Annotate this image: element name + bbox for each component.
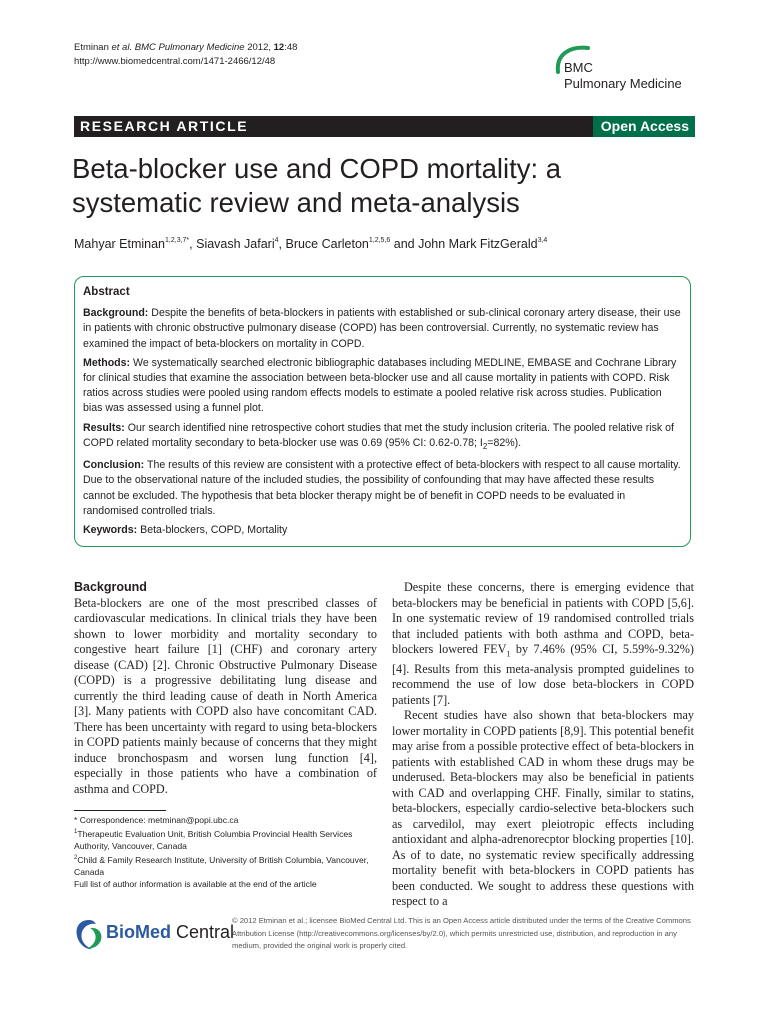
author-separator: ,	[278, 237, 286, 251]
body-paragraph: Beta-blockers are one of the most prescribed classes of cardiovascular medications. In clinical trials they have been shown to lower morbidity and mortality secondary to congestive heart failure [1] (CHF) and coronary artery disease (CAD) [2]. Chronic Obstructive Pulmonary Disease (COPD) is a progressive debilitating lung disease and currently the third leading cause of death in North America [3]. Many patients with COPD also have concomitant CAD. There has been uncertainty with regard to using beta-blockers in COPD patients mainly because of concerns that they might induce bronchospasm and worsen lung function [4], especially in those patients who have a combination of asthma and COPD.	[74, 595, 377, 796]
abstract-background-text: Despite the benefits of beta-blockers in patients with established or sub-clinical coronary artery disease, their use in patients with chronic obstructive pulmonary disease (COPD) has been controversial. Currently, no systematic review has examined the impact of beta-blockers on mortality in COPD.	[83, 307, 681, 350]
author-name: John Mark FitzGerald	[418, 237, 538, 251]
journal-logo-bmc: BMC	[564, 60, 593, 75]
author-affiliation: 1,2,5,6	[368, 237, 391, 244]
body-paragraph	[392, 580, 694, 708]
body-column-right	[392, 580, 694, 910]
citation-url[interactable]: http://www.biomedcentral.com/1471-2466/12/48	[74, 56, 276, 67]
citation-page: :48	[284, 42, 298, 53]
biomed-label: BioMed	[106, 922, 171, 942]
body-paragraph: Recent studies have also shown that beta-blockers may lower mortality in COPD patients [8,9]. This potential benefit may arise from a possible protective effect of beta-blockers in patients with established CAD in whom these drugs may be underused. Beta-blockers may also be beneficial in patients with CAD and overlapping CHF. Finally, similar to statins, beta-blockers, especially cardio-selective beta-blockers such as carvedilol, may exert pleiotropic effects including antioxidant and alpha-adrenorecptor blocking properties [10]. As of to date, no systematic review specifically addressing mortality benefit with beta-blockers in COPD patients has been conducted. We sought to address these questions with respect to a	[392, 708, 694, 909]
author-separator: ,	[189, 237, 197, 251]
abstract-background	[83, 306, 683, 352]
biomed-central-emblem-icon	[74, 918, 104, 952]
abstract-results-subscript: 2	[482, 441, 488, 451]
abstract-box	[74, 276, 691, 547]
abstract-methods-label: Methods:	[83, 356, 131, 369]
abstract-keywords-text: Beta-blockers, COPD, Mortality	[140, 523, 288, 536]
abstract-keywords	[83, 523, 683, 538]
journal-logo	[548, 42, 698, 98]
citation-header	[74, 41, 297, 69]
central-label: Central	[171, 922, 235, 942]
affiliation-text: Child & Family Research Institute, University of British Columbia, Vancouver, Canada	[74, 855, 369, 877]
abstract-conclusion-text: The results of this review are consistent with a protective effect of beta-blockers with respect to all cause mortality. Due to the observational nature of the included studies, the possibility of confounding that may have affected these results cannot be excluded. The hypothesis that beta blocker therapy might be of benefit in COPD needs to be evaluated in randomised controlled trials.	[83, 459, 681, 517]
abstract-results	[83, 421, 683, 455]
author-separator: and	[390, 237, 419, 251]
abstract-results-label: Results:	[83, 421, 125, 434]
article-title: Beta-blocker use and COPD mortality: a systematic review and meta-analysis	[72, 153, 562, 218]
open-access-badge	[593, 116, 695, 137]
author-affiliation: 4	[274, 237, 279, 244]
abstract-methods	[83, 356, 683, 417]
article-type-banner	[74, 116, 695, 137]
citation-volume: 12	[273, 42, 285, 53]
abstract-background-label: Background:	[83, 307, 149, 320]
body-paragraph-text: by 7.46% (95% CI, 5.59%-9.32%) [4]. Results from this meta-analysis prompted guidelines to recommend the use of low dose beta-blockers in COPD patients [7].	[392, 642, 694, 707]
citation-journal: BMC Pulmonary Medicine	[134, 42, 245, 53]
author-affiliation: 3,4	[537, 237, 548, 244]
abstract-keywords-label: Keywords:	[83, 523, 138, 536]
body-paragraph-text: Despite these concerns, there is emerging evidence that beta-blockers may be beneficial in patients with COPD [5,6]. In one systematic review of 19 randomised controlled trials that included patients with both asthma and COPD, beta-blockers lowered FEV	[392, 580, 694, 656]
body-column-left	[74, 580, 377, 797]
affiliation-number: 1	[74, 829, 78, 835]
author-name: Bruce Carleton	[285, 237, 369, 251]
open-access-label: Open Access	[600, 118, 689, 134]
affiliation-2	[74, 852, 376, 878]
fev-subscript: 1	[506, 649, 511, 659]
affiliation-text: Therapeutic Evaluation Unit, British Columbia Provincial Health Services Authority, Vancouver, Canada	[74, 829, 353, 851]
footnotes	[74, 814, 376, 890]
article-type-label: RESEARCH ARTICLE	[80, 118, 249, 134]
affiliation-number: 2	[74, 855, 78, 861]
author-name: Siavash Jafari	[196, 237, 275, 251]
author-list	[74, 233, 547, 252]
author-info-note: Full list of author information is available at the end of the article	[74, 879, 317, 889]
abstract-heading: Abstract	[83, 286, 130, 298]
abstract-results-text: Our search identified nine retrospective cohort studies that met the study inclusion criteria. The pooled relative risk of COPD related mortality secondary to beta-blocker use was 0.69 (95% CI: 0.62-0.78; I	[83, 421, 674, 449]
affiliation-1	[74, 826, 376, 852]
journal-logo-name: Pulmonary Medicine	[564, 76, 682, 91]
abstract-conclusion	[83, 458, 683, 519]
author-affiliation: 1,2,3,7*	[165, 237, 190, 244]
abstract-conclusion-label: Conclusion:	[83, 459, 145, 472]
author-name: Mahyar Etminan	[74, 237, 166, 251]
abstract-methods-text: We systematically searched electronic bibliographic databases including MEDLINE, EMBASE and Cochrane Library for clinical studies that examine the association between beta-blocker use and all cause mortality in patients with COPD. Risk ratios across studies were pooled using random effects models to estimate a pooled relative risk across studies. Publication bias was assessed using a funnel plot.	[83, 356, 677, 415]
biomed-central-logo	[74, 916, 235, 956]
license-statement: © 2012 Etminan et al.; licensee BioMed Central Ltd. This is an Open Access article distributed under the terms of the Creative Commons Attribution License (http://creativecommons.org/licenses/by/2.0), which permits unrestricted use, distribution, and reproduction in any medium, provided the original work is properly cited.	[232, 916, 691, 950]
section-heading-background: Background	[74, 580, 147, 594]
footnote-divider	[74, 810, 166, 811]
citation-etal: et al.	[111, 42, 133, 53]
abstract-results-end: =82%).	[487, 436, 522, 449]
citation-authors: Etminan	[74, 42, 109, 53]
correspondence-note: * Correspondence: metminan@popi.ubc.ca	[74, 815, 239, 825]
citation-year: 2012,	[247, 42, 271, 53]
